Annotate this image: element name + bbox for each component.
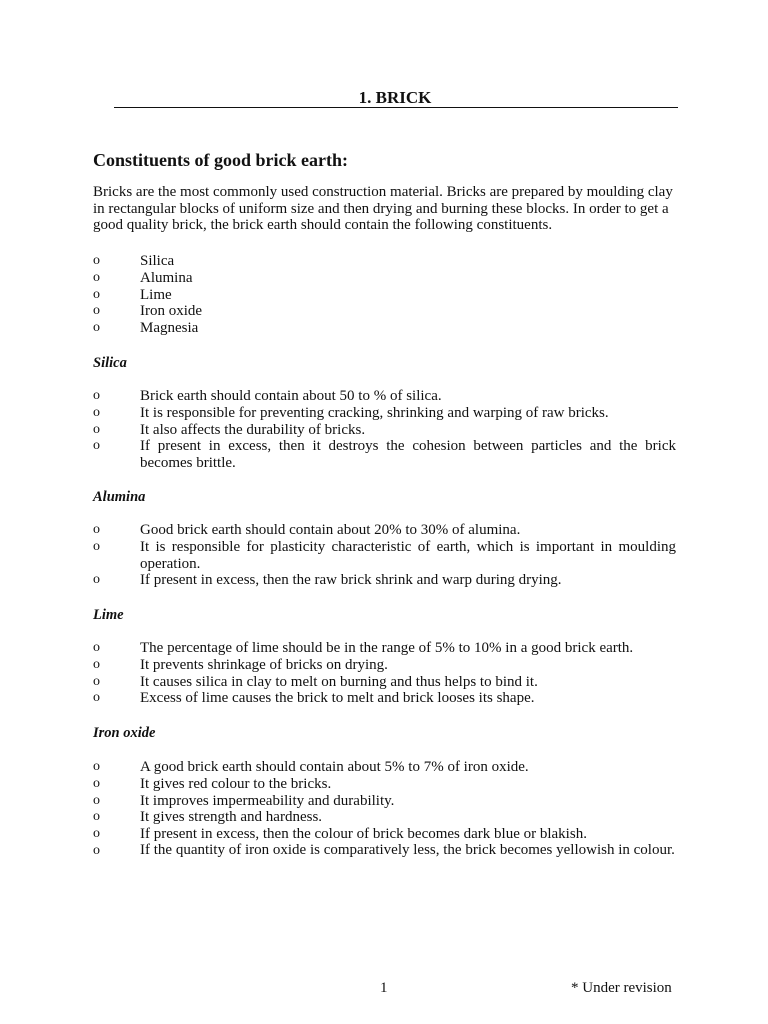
list-item: o It also affects the durability of bricks.: [93, 421, 366, 438]
bullet-icon: o: [93, 572, 100, 588]
bullet-icon: o: [93, 759, 100, 774]
bullet-icon: o: [93, 538, 100, 554]
list-item: o It is responsible for preventing cracking, shrinking and warping of raw bricks.: [93, 404, 609, 421]
bullet-icon: o: [93, 421, 100, 437]
bullet-icon: o: [93, 792, 100, 808]
silica-list: [93, 388, 676, 472]
bullet-icon: o: [93, 656, 100, 672]
iron-oxide-list: [93, 759, 676, 843]
list-item: o If present in excess, then it destroys the cohesion between particles and the brick becomes brittle.: [93, 438, 676, 472]
section-heading: Constituents of good brick earth:: [93, 150, 348, 170]
list-item: o A good brick earth should contain about 5% to 7% of iron oxide.: [93, 759, 529, 775]
bullet-icon: o: [93, 826, 100, 842]
constituents-list: [93, 253, 493, 337]
list-item: o It causes silica in clay to melt on burning and thus helps to bind it.: [93, 673, 538, 690]
list-item: o Alumina: [93, 269, 193, 286]
list-item: o It gives red colour to the bricks.: [93, 775, 332, 792]
subheading-lime: Lime: [93, 607, 124, 623]
list-item: o It improves impermeability and durability.: [93, 792, 395, 809]
list-item: o If present in excess, then the raw brick shrink and warp during drying.: [93, 572, 562, 589]
intro-paragraph: Bricks are the most commonly used construction material. Bricks are prepared by moulding clay in rectangular blocks of uniform size and then drying and burning these blocks. In order to get a good quality brick, the brick earth should contain the following constituents.: [93, 184, 673, 234]
list-item: o It prevents shrinkage of bricks on drying.: [93, 656, 388, 673]
bullet-icon: o: [93, 286, 100, 302]
list-item-wrapping: o If the quantity of iron oxide is comparatively less, the brick becomes yellowish in colour.: [93, 842, 675, 858]
list-item: o Brick earth should contain about 50 to % of silica.: [93, 388, 442, 404]
list-item: o The percentage of lime should be in the range of 5% to 10% in a good brick earth.: [93, 640, 634, 656]
bullet-icon: o: [93, 809, 100, 825]
list-item: o Excess of lime causes the brick to melt and brick looses its shape.: [93, 690, 535, 707]
revision-note: * Under revision: [571, 980, 672, 996]
bullet-icon: o: [93, 269, 100, 285]
bullet-icon: o: [93, 673, 100, 689]
lime-list: [93, 640, 676, 707]
subheading-alumina: Alumina: [93, 489, 146, 505]
bullet-icon: o: [93, 303, 100, 319]
page-title: 1. BRICK: [358, 88, 432, 107]
bullet-icon: o: [93, 253, 100, 268]
subheading-silica: Silica: [93, 355, 127, 371]
bullet-icon: o: [93, 640, 100, 655]
list-item: o Iron oxide: [93, 303, 203, 320]
list-item: o It gives strength and hardness.: [93, 809, 323, 826]
list-item: o Magnesia: [93, 320, 199, 337]
title-underline: [114, 107, 678, 108]
list-item: o Lime: [93, 286, 172, 303]
bullet-icon: o: [93, 522, 100, 537]
alumina-list: [93, 522, 676, 589]
list-item: o Silica: [93, 253, 175, 269]
bullet-icon: o: [93, 690, 100, 706]
bullet-icon: o: [93, 438, 100, 454]
page-number: 1: [380, 980, 388, 996]
list-item: o If present in excess, then the colour of brick becomes dark blue or blakish.: [93, 826, 587, 843]
list-item: o It is responsible for plasticity characteristic of earth, which is important in moulding operation.: [93, 538, 676, 572]
list-item: o Good brick earth should contain about 20% to 30% of alumina.: [93, 522, 521, 538]
bullet-icon: o: [93, 775, 100, 791]
bullet-icon: o: [93, 843, 100, 858]
subheading-iron-oxide: Iron oxide: [93, 725, 156, 741]
bullet-icon: o: [93, 404, 100, 420]
bullet-icon: o: [93, 320, 100, 336]
bullet-icon: o: [93, 388, 100, 403]
